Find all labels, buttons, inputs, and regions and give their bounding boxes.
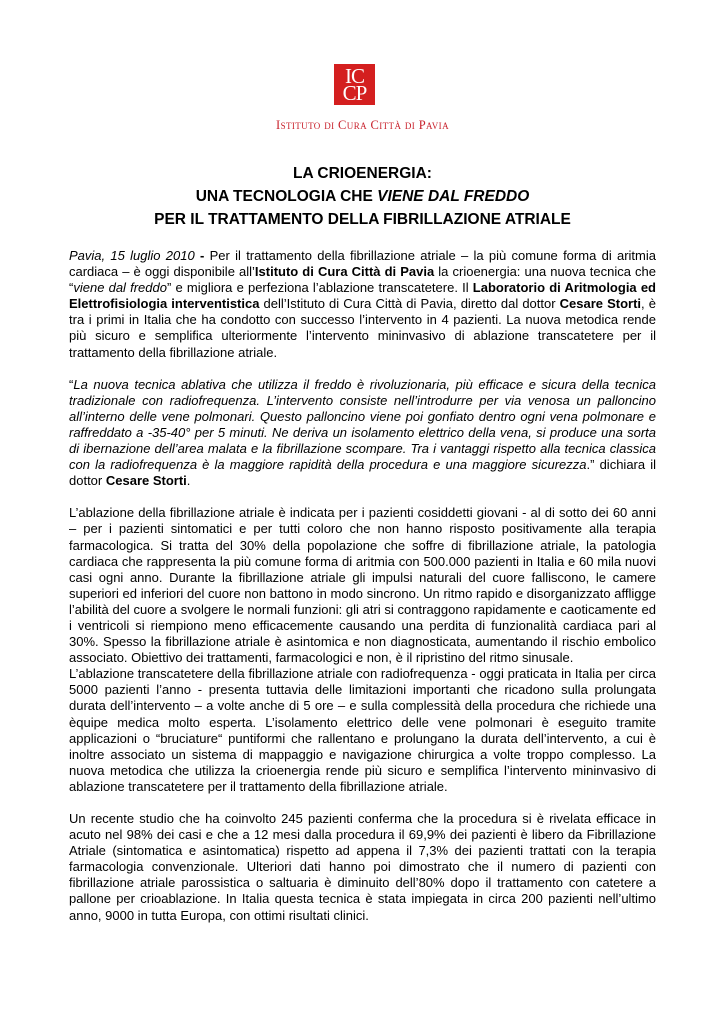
dateline: Pavia, 15 luglio 2010 [69,248,195,263]
title-line-1: LA CRIOENERGIA: [293,165,432,182]
logo-line-1: IC [345,63,364,88]
paragraph-radiofrequency: L’ablazione transcatetere della fibrillazione atriale con radiofrequenza - oggi praticata in Italia per circa 5000 pazienti l’anno - presenta tuttavia delle limitazioni importanti che ricadono sulla prolungata durata dell’intervento – a volte anche di 5 ore – e sulla complessità della procedura che richiede una èquipe medica molto esperta. L’isolamento elettrico delle vene polmonari è eseguito tramite applicazioni o “bruciature“ puntiformi che rallentano e prolungano la durata dell’intervento, a cui è inoltre associato un sistema di mappaggio e navigazione chirurgica a volte troppo complesso. La nuova metodica che utilizza la crioenergia rende più sicuro e semplifica l’intervento mininvasivo di ablazione transcatetere per il trattamento della fibrillazione atriale. [69,666,656,794]
paragraph-indications: L’ablazione della fibrillazione atriale è indicata per i pazienti cosiddetti giovani - al di sotto dei 60 anni – per i pazienti sintomatici e per tutti coloro che non hanno risposto positivamente alla terapia farmacologica. Si tratta del 30% della popolazione che soffre di fibrillazione atriale, la patologia cardiaca che rappresenta la più comune forma di aritmia con 500.000 pazienti in Italia e 60 mila nuovi casi ogni anno. Durante la fibrillazione atriale gli impulsi naturali del cuore falliscono, le camere superiori ed inferiori del cuore non battono in modo sincrono. Un ritmo rapido e disorganizzato affligge l’abilità del cuore a svolgere le normali funzioni: gli atri si contraggono rapidamente e caoticamente ed i ventricoli si riempiono meno efficacemente causando una perdita di funzionalità cardiaca pari al 30%. Spesso la fibrillazione atriale è asintomica e non diagnosticata, aumentando il rischio embolico associato. Obiettivo dei trattamenti, farmacologici e non, è il ripristino del ritmo sinusale. [69,505,656,666]
paragraph-intro [69,248,656,361]
quote-text: La nuova tecnica ablativa che utilizza il freddo è rivoluzionaria, più efficace e sicura della tecnica tradizionale con radiofrequenza. L’intervento consiste nell’introdurre per via venosa un palloncino all’interno delle vene polmonari. Questo palloncino viene poi gonfiato dentro ogni vena polmonare e raffreddato a -35-40° per 5 minuti. Ne deriva un isolamento elettrico della vena, si produce una sorta di ibernazione dell’area malata e la fibrillazione scompare. Tra i vantaggi rispetto alla tecnica classica con la radiofrequenza è la maggiore rapidità della procedura e una maggiore sicurezza [69,376,656,473]
intro-italic: viene dal freddo [73,280,167,296]
quote-open: “ [69,376,74,392]
quote-author: Cesare Storti [105,473,187,489]
intro-text-5: , è tra i primi in Italia che ha condotto con successo l’intervento in 4 pazienti. La nuova metodica rende più sicuro e semplifica ulteriormente l’intervento mininvasivo di ablazione transcatetere per il trattamento della fibrillazione atriale. [69,296,656,360]
intro-text-4: dell’Istituto di Cura Città di Pavia, diretto dal dottor [259,296,560,312]
institute-name: Istituto di Cura Città di Pavia [276,118,449,132]
intro-text-2: la crioenergia: una nuova tecnica che “ [69,264,657,296]
institute-mention: Istituto di Cura Città di Pavia [254,264,435,280]
logo-line-2: CP [342,80,367,105]
quote-close: .” dichiara il dottor [69,457,657,489]
title-line-3: PER IL TRATTAMENTO DELLA FIBRILLAZIONE ATRIALE [154,211,571,228]
dateline-dash: - [194,248,210,263]
title-line-2b: VIENE DAL FREDDO [377,188,530,205]
article-body [69,248,656,940]
intro-text-1: Per il trattamento della fibrillazione atriale – la più comune forma di aritmia cardiaca – è oggi disponibile all’ [69,248,656,280]
doctor-mention: Cesare Storti [559,296,642,312]
quote-end: . [186,473,191,489]
lab-mention: Laboratorio di Aritmologia ed Elettrofisiologia interventistica [69,280,657,312]
paragraph-quote [69,377,656,490]
institute-logo [334,64,375,105]
title-line-2a: UNA TECNOLOGIA CHE [195,188,378,205]
paragraph-study: Un recente studio che ha coinvolto 245 pazienti conferma che la procedura si è rivelata efficace in acuto nel 98% dei casi e che a 12 mesi dalla procedura il 69,9% dei pazienti è libero da Fibrillazione Atriale (sintomatica e asintomatica) rispetto ad appena il 7,3% dei pazienti trattati con la terapia farmacologia convenzionale. Ulteriori dati hanno poi dimostrato che il numero di pazienti con fibrillazione atriale parossistica o saltuaria è diminuito dell’80% dopo il trattamento con catetere a pallone per crioablazione. In Italia questa tecnica è stata impiegata in circa 200 pazienti nell’ultimo anno, 9000 in tutta Europa, con ottimi risultati clinici. [69,811,656,923]
intro-text-3: ” e migliora e perfeziona l’ablazione transcatetere. Il [166,280,473,296]
page-title [0,162,725,231]
